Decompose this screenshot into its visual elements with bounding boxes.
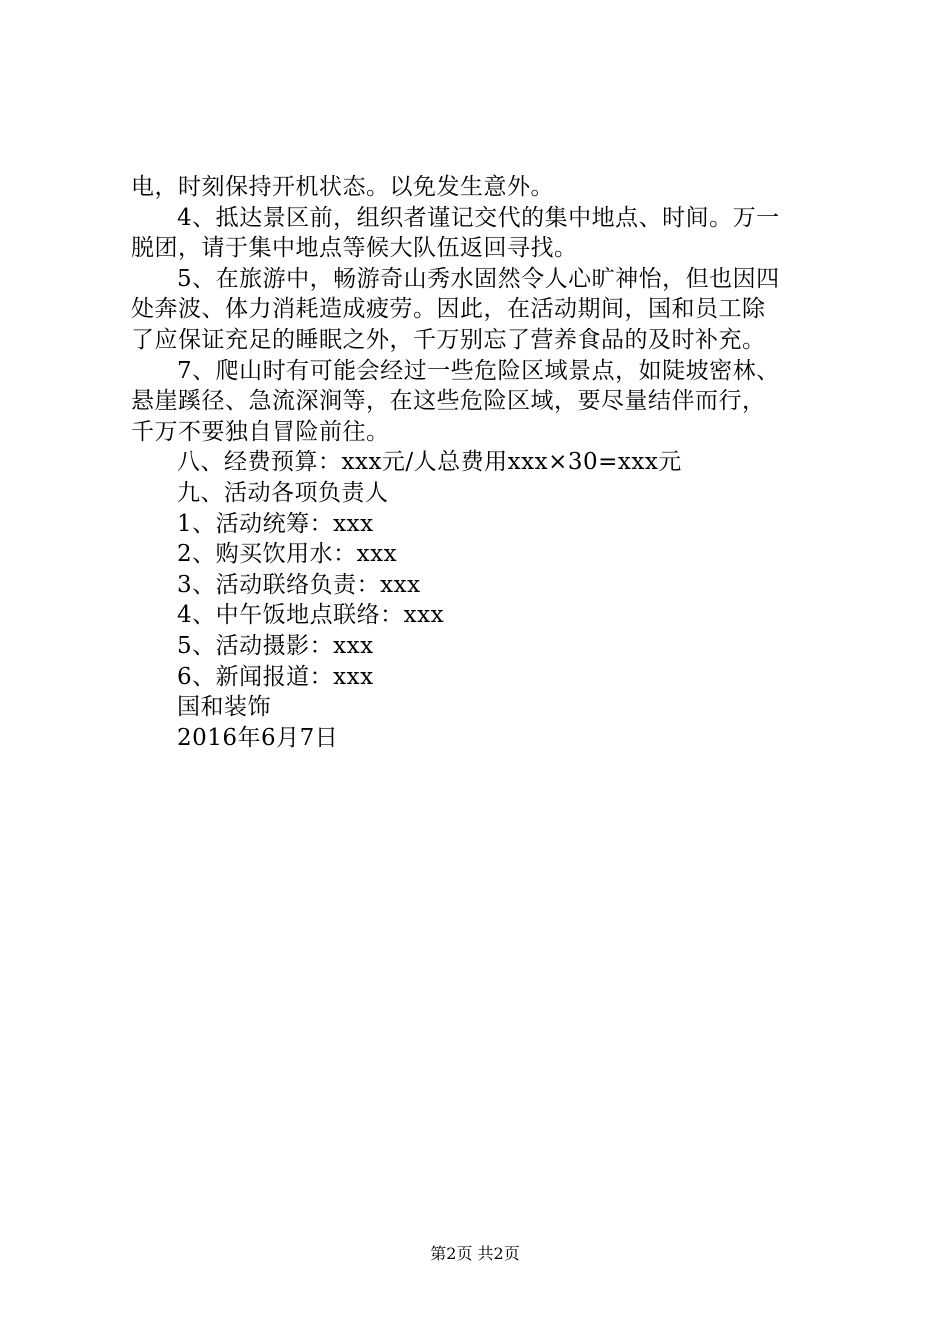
body-line: 4、抵达景区前，组织者谨记交代的集中地点、时间。万一 [177,204,780,231]
responsible-item: 2、购买饮用水：xxx [177,541,398,568]
signature-date: 2016年6月7日 [177,724,339,751]
document-body [131,172,831,753]
responsible-item: 3、活动联络负责：xxx [177,571,421,598]
body-line: 电，时刻保持开机状态。以免发生意外。 [131,174,554,200]
responsible-item: 5、活动摄影：xxx [177,632,374,659]
body-line: 千万不要独自冒险前往。 [131,418,390,445]
body-line: 处奔波、体力消耗造成疲劳。因此，在活动期间，国和员工除 [131,296,766,323]
body-line: 了应保证充足的睡眠之外，千万别忘了营养食品的及时补充。 [131,326,766,353]
budget-line: 八、经费预算：xxx元/人总费用xxx×30=xxx元 [177,449,682,476]
responsible-item: 4、中午饭地点联络：xxx [177,602,445,629]
body-line: 5、在旅游中，畅游奇山秀水固然令人心旷神怡，但也因四 [177,265,780,292]
page-number-footer: 第2页 共2页 [430,1244,520,1263]
responsible-item: 6、新闻报道：xxx [177,663,374,690]
section-heading: 九、活动各项负责人 [177,479,389,506]
signature-organization: 国和装饰 [177,694,271,721]
body-line: 悬崖蹊径、急流深涧等，在这些危险区域，要尽量结伴而行， [131,388,766,415]
body-line: 脱团，请于集中地点等候大队伍返回寻找。 [131,235,578,262]
body-line: 7、爬山时有可能会经过一些危险区域景点，如陡坡密林、 [177,357,780,384]
responsible-item: 1、活动统筹：xxx [177,510,374,537]
